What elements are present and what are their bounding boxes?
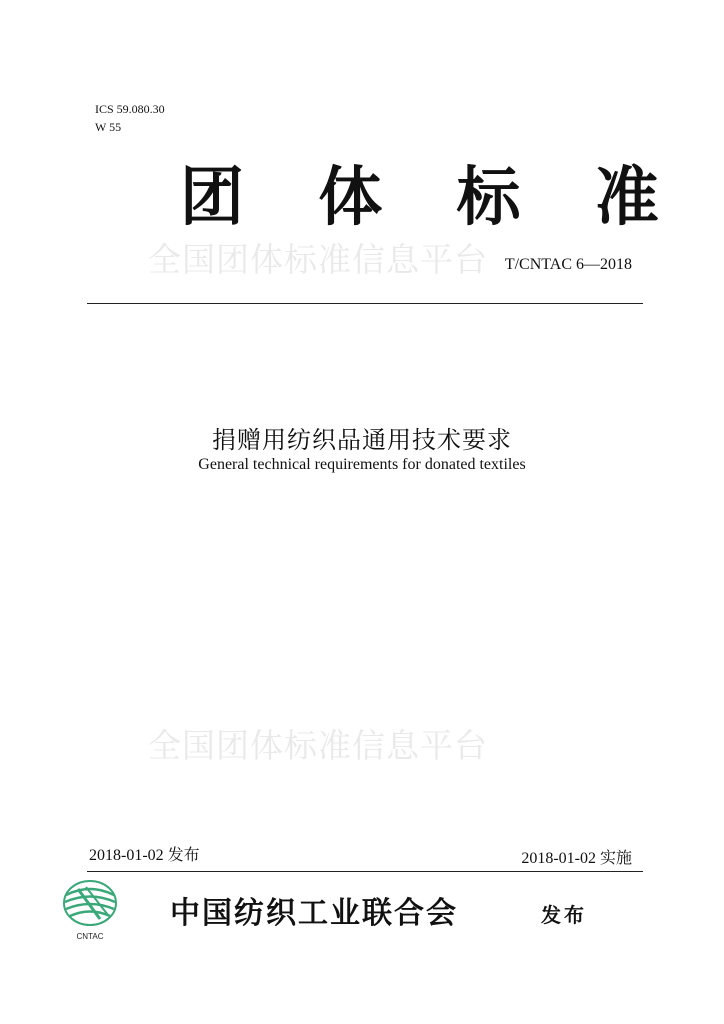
ics-block <box>95 100 165 136</box>
bottom-divider <box>87 871 643 872</box>
logo-text: CNTAC <box>76 932 104 941</box>
issue-date: 2018-01-02 发布 <box>89 847 200 864</box>
watermark-top: 全国团体标准信息平台 <box>148 240 488 279</box>
watermark-bottom: 全国团体标准信息平台 <box>148 726 488 765</box>
standard-number: T/CNTAC 6—2018 <box>504 256 632 273</box>
ics-code: ICS 59.080.30 <box>95 102 165 116</box>
document-type-title: 团 体 标 准 <box>180 160 685 235</box>
organization-name: 中国纺织工业联合会 <box>170 896 458 931</box>
publish-label: 发布 <box>541 903 587 927</box>
cntac-logo-icon <box>60 875 120 945</box>
implementation-date: 2018-01-02 实施 <box>521 850 632 867</box>
title-english: General technical requirements for donated textiles <box>198 456 526 473</box>
classification-code: W 55 <box>95 120 122 134</box>
top-divider <box>87 303 643 304</box>
cntac-logo <box>60 875 120 945</box>
title-chinese: 捐赠用纺织品通用技术要求 <box>212 426 512 454</box>
